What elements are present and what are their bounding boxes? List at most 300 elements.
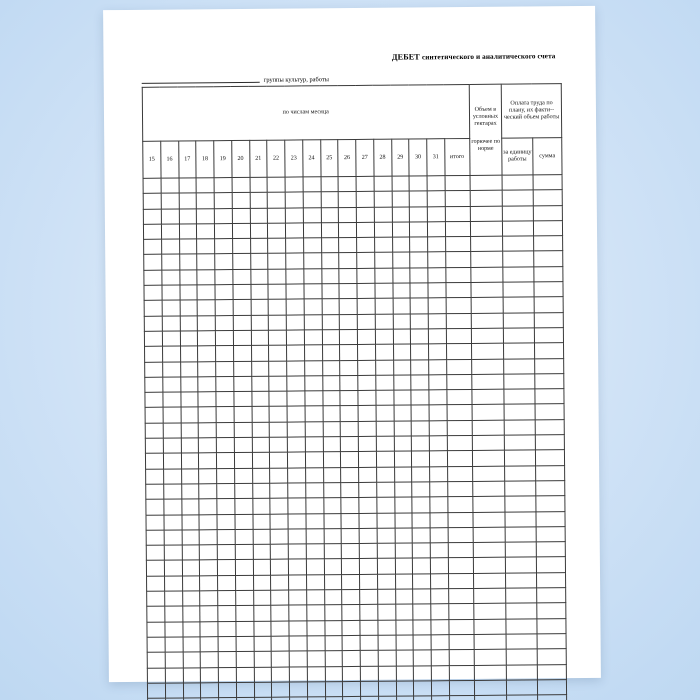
table-cell[interactable] (413, 574, 431, 589)
table-cell[interactable] (340, 391, 358, 406)
table-cell[interactable] (253, 590, 271, 605)
table-cell[interactable] (323, 498, 341, 513)
table-cell[interactable] (445, 206, 470, 222)
table-cell[interactable] (285, 177, 303, 192)
table-cell[interactable] (217, 499, 235, 514)
table-cell[interactable] (218, 652, 236, 667)
table-cell[interactable] (236, 621, 254, 636)
table-cell[interactable] (503, 251, 534, 267)
table-cell[interactable] (234, 483, 252, 498)
table-cell[interactable] (218, 575, 236, 590)
table-cell[interactable] (162, 285, 180, 300)
table-cell[interactable] (411, 421, 429, 436)
table-cell[interactable] (472, 435, 505, 451)
table-cell[interactable] (183, 683, 201, 698)
table-cell[interactable] (537, 649, 566, 665)
table-cell[interactable] (535, 389, 564, 405)
table-cell[interactable] (253, 544, 271, 559)
table-cell[interactable] (430, 497, 448, 512)
table-cell[interactable] (357, 253, 375, 268)
table-cell[interactable] (410, 298, 428, 313)
table-cell[interactable] (215, 285, 233, 300)
table-cell[interactable] (413, 589, 431, 604)
table-cell[interactable] (179, 224, 197, 239)
table-cell[interactable] (234, 437, 252, 452)
table-cell[interactable] (288, 483, 306, 498)
table-cell[interactable] (286, 238, 304, 253)
table-cell[interactable] (145, 453, 163, 468)
table-cell[interactable] (144, 270, 162, 285)
table-cell[interactable] (252, 422, 270, 437)
table-cell[interactable] (535, 450, 564, 466)
table-cell[interactable] (163, 438, 181, 453)
table-cell[interactable] (535, 496, 564, 512)
table-cell[interactable] (504, 328, 535, 344)
table-cell[interactable] (270, 483, 288, 498)
table-cell[interactable] (340, 345, 358, 360)
table-cell[interactable] (306, 559, 324, 574)
table-cell[interactable] (470, 175, 503, 191)
table-cell[interactable] (504, 404, 535, 420)
table-cell[interactable] (535, 435, 564, 451)
table-cell[interactable] (378, 666, 396, 681)
table-cell[interactable] (341, 436, 359, 451)
table-cell[interactable] (322, 375, 340, 390)
table-cell[interactable] (147, 622, 165, 637)
table-cell[interactable] (448, 573, 473, 589)
table-cell[interactable] (143, 193, 161, 208)
table-cell[interactable] (446, 298, 471, 314)
table-cell[interactable] (198, 392, 216, 407)
table-cell[interactable] (164, 499, 182, 514)
table-cell[interactable] (147, 683, 165, 698)
table-cell[interactable] (163, 469, 181, 484)
table-cell[interactable] (271, 621, 289, 636)
table-cell[interactable] (323, 421, 341, 436)
table-cell[interactable] (410, 268, 428, 283)
table-cell[interactable] (339, 253, 357, 268)
table-cell[interactable] (254, 651, 272, 666)
table-cell[interactable] (378, 650, 396, 665)
table-cell[interactable] (409, 176, 427, 191)
table-cell[interactable] (288, 513, 306, 528)
table-cell[interactable] (446, 313, 471, 329)
table-cell[interactable] (342, 589, 360, 604)
table-cell[interactable] (218, 682, 236, 697)
table-cell[interactable] (449, 619, 474, 635)
table-cell[interactable] (215, 315, 233, 330)
table-cell[interactable] (250, 223, 268, 238)
table-cell[interactable] (250, 269, 268, 284)
table-cell[interactable] (250, 193, 268, 208)
table-cell[interactable] (376, 375, 394, 390)
table-cell[interactable] (378, 696, 396, 700)
table-cell[interactable] (271, 651, 289, 666)
table-cell[interactable] (376, 451, 394, 466)
table-cell[interactable] (473, 573, 506, 589)
table-cell[interactable] (165, 606, 183, 621)
table-cell[interactable] (339, 284, 357, 299)
table-cell[interactable] (307, 605, 325, 620)
table-cell[interactable] (374, 253, 392, 268)
table-cell[interactable] (269, 391, 287, 406)
table-cell[interactable] (251, 300, 269, 315)
table-cell[interactable] (286, 330, 304, 345)
table-cell[interactable] (506, 588, 537, 604)
table-cell[interactable] (341, 513, 359, 528)
table-cell[interactable] (196, 193, 214, 208)
table-cell[interactable] (412, 436, 430, 451)
table-cell[interactable] (427, 206, 445, 221)
table-cell[interactable] (179, 208, 197, 223)
table-cell[interactable] (471, 282, 504, 298)
table-cell[interactable] (393, 329, 411, 344)
table-cell[interactable] (196, 178, 214, 193)
table-cell[interactable] (252, 453, 270, 468)
table-cell[interactable] (269, 361, 287, 376)
table-cell[interactable] (393, 298, 411, 313)
table-cell[interactable] (179, 178, 197, 193)
table-cell[interactable] (395, 558, 413, 573)
table-cell[interactable] (431, 589, 449, 604)
table-cell[interactable] (533, 190, 562, 206)
table-cell[interactable] (289, 590, 307, 605)
table-cell[interactable] (534, 282, 563, 298)
table-cell[interactable] (287, 452, 305, 467)
table-cell[interactable] (431, 573, 449, 588)
table-cell[interactable] (507, 680, 538, 696)
table-cell[interactable] (321, 223, 339, 238)
table-cell[interactable] (183, 652, 201, 667)
table-cell[interactable] (252, 483, 270, 498)
table-cell[interactable] (144, 331, 162, 346)
table-cell[interactable] (429, 451, 447, 466)
table-cell[interactable] (358, 421, 376, 436)
table-cell[interactable] (144, 255, 162, 270)
table-cell[interactable] (146, 499, 164, 514)
table-cell[interactable] (233, 330, 251, 345)
table-cell[interactable] (376, 467, 394, 482)
table-cell[interactable] (342, 605, 360, 620)
table-cell[interactable] (375, 268, 393, 283)
table-cell[interactable] (429, 344, 447, 359)
table-cell[interactable] (271, 605, 289, 620)
table-cell[interactable] (431, 650, 449, 665)
table-cell[interactable] (270, 529, 288, 544)
table-cell[interactable] (179, 193, 197, 208)
table-cell[interactable] (338, 192, 356, 207)
table-cell[interactable] (343, 666, 361, 681)
table-cell[interactable] (358, 360, 376, 375)
table-cell[interactable] (374, 176, 392, 191)
table-cell[interactable] (414, 696, 432, 700)
table-cell[interactable] (216, 376, 234, 391)
table-cell[interactable] (232, 254, 250, 269)
table-cell[interactable] (235, 560, 253, 575)
table-cell[interactable] (251, 345, 269, 360)
table-cell[interactable] (181, 438, 199, 453)
table-cell[interactable] (414, 665, 432, 680)
table-cell[interactable] (356, 192, 374, 207)
table-cell[interactable] (286, 315, 304, 330)
table-cell[interactable] (162, 316, 180, 331)
table-cell[interactable] (427, 191, 445, 206)
table-cell[interactable] (233, 300, 251, 315)
table-cell[interactable] (287, 376, 305, 391)
table-cell[interactable] (235, 575, 253, 590)
table-cell[interactable] (217, 468, 235, 483)
table-cell[interactable] (377, 574, 395, 589)
table-cell[interactable] (429, 390, 447, 405)
table-cell[interactable] (145, 423, 163, 438)
table-cell[interactable] (144, 285, 162, 300)
table-cell[interactable] (358, 390, 376, 405)
table-cell[interactable] (377, 559, 395, 574)
table-cell[interactable] (183, 667, 201, 682)
table-cell[interactable] (396, 635, 414, 650)
table-cell[interactable] (252, 514, 270, 529)
table-cell[interactable] (533, 221, 562, 237)
table-cell[interactable] (447, 405, 472, 421)
table-cell[interactable] (144, 301, 162, 316)
table-cell[interactable] (180, 377, 198, 392)
table-cell[interactable] (537, 679, 566, 695)
table-cell[interactable] (236, 682, 254, 697)
table-cell[interactable] (359, 467, 377, 482)
table-cell[interactable] (180, 316, 198, 331)
table-cell[interactable] (307, 636, 325, 651)
table-cell[interactable] (321, 192, 339, 207)
table-cell[interactable] (412, 528, 430, 543)
table-cell[interactable] (474, 649, 507, 665)
table-cell[interactable] (473, 558, 506, 574)
table-cell[interactable] (536, 603, 565, 619)
table-cell[interactable] (285, 192, 303, 207)
table-cell[interactable] (232, 239, 250, 254)
table-cell[interactable] (446, 328, 471, 344)
table-cell[interactable] (413, 604, 431, 619)
table-cell[interactable] (445, 252, 470, 268)
table-cell[interactable] (412, 451, 430, 466)
table-cell[interactable] (197, 300, 215, 315)
table-cell[interactable] (269, 330, 287, 345)
table-cell[interactable] (285, 208, 303, 223)
table-cell[interactable] (377, 497, 395, 512)
table-cell[interactable] (377, 543, 395, 558)
table-cell[interactable] (474, 634, 507, 650)
table-cell[interactable] (449, 680, 474, 696)
table-cell[interactable] (182, 545, 200, 560)
table-cell[interactable] (473, 619, 506, 635)
table-cell[interactable] (412, 497, 430, 512)
table-cell[interactable] (147, 668, 165, 683)
table-cell[interactable] (359, 559, 377, 574)
table-cell[interactable] (179, 239, 197, 254)
table-cell[interactable] (303, 192, 321, 207)
table-cell[interactable] (288, 529, 306, 544)
table-cell[interactable] (163, 392, 181, 407)
table-cell[interactable] (199, 453, 217, 468)
table-cell[interactable] (181, 468, 199, 483)
table-cell[interactable] (306, 513, 324, 528)
table-cell[interactable] (232, 177, 250, 192)
table-cell[interactable] (396, 681, 414, 696)
table-cell[interactable] (394, 436, 412, 451)
table-cell[interactable] (446, 283, 471, 299)
table-cell[interactable] (376, 421, 394, 436)
table-cell[interactable] (395, 543, 413, 558)
table-cell[interactable] (303, 238, 321, 253)
table-cell[interactable] (470, 252, 503, 268)
table-cell[interactable] (233, 284, 251, 299)
table-cell[interactable] (201, 667, 219, 682)
table-cell[interactable] (288, 559, 306, 574)
table-cell[interactable] (412, 482, 430, 497)
table-cell[interactable] (146, 561, 164, 576)
table-cell[interactable] (233, 361, 251, 376)
table-cell[interactable] (216, 361, 234, 376)
table-cell[interactable] (182, 621, 200, 636)
table-cell[interactable] (323, 483, 341, 498)
table-cell[interactable] (392, 222, 410, 237)
table-cell[interactable] (392, 191, 410, 206)
table-cell[interactable] (199, 438, 217, 453)
table-cell[interactable] (377, 528, 395, 543)
table-cell[interactable] (323, 467, 341, 482)
table-cell[interactable] (395, 589, 413, 604)
table-cell[interactable] (199, 545, 217, 560)
table-cell[interactable] (376, 406, 394, 421)
table-cell[interactable] (144, 239, 162, 254)
table-cell[interactable] (356, 222, 374, 237)
table-cell[interactable] (233, 346, 251, 361)
table-cell[interactable] (375, 283, 393, 298)
table-cell[interactable] (163, 423, 181, 438)
table-cell[interactable] (218, 606, 236, 621)
table-cell[interactable] (504, 420, 535, 436)
table-cell[interactable] (306, 590, 324, 605)
table-cell[interactable] (474, 695, 507, 700)
table-cell[interactable] (534, 343, 563, 359)
table-cell[interactable] (506, 603, 537, 619)
table-cell[interactable] (180, 300, 198, 315)
table-cell[interactable] (215, 254, 233, 269)
table-cell[interactable] (305, 391, 323, 406)
table-cell[interactable] (215, 269, 233, 284)
table-cell[interactable] (235, 529, 253, 544)
table-cell[interactable] (162, 362, 180, 377)
table-cell[interactable] (287, 345, 305, 360)
table-cell[interactable] (322, 345, 340, 360)
table-cell[interactable] (376, 482, 394, 497)
table-cell[interactable] (378, 635, 396, 650)
table-cell[interactable] (321, 253, 339, 268)
table-cell[interactable] (445, 191, 470, 207)
table-cell[interactable] (161, 178, 179, 193)
table-cell[interactable] (303, 177, 321, 192)
table-cell[interactable] (429, 359, 447, 374)
table-cell[interactable] (392, 252, 410, 267)
table-cell[interactable] (182, 606, 200, 621)
table-cell[interactable] (146, 545, 164, 560)
table-cell[interactable] (216, 453, 234, 468)
table-cell[interactable] (413, 635, 431, 650)
table-cell[interactable] (449, 604, 474, 620)
table-cell[interactable] (430, 466, 448, 481)
table-cell[interactable] (199, 484, 217, 499)
table-cell[interactable] (269, 407, 287, 422)
table-cell[interactable] (287, 360, 305, 375)
table-cell[interactable] (536, 511, 565, 527)
table-cell[interactable] (358, 436, 376, 451)
table-cell[interactable] (413, 650, 431, 665)
table-cell[interactable] (360, 650, 378, 665)
table-cell[interactable] (378, 681, 396, 696)
table-cell[interactable] (357, 329, 375, 344)
table-cell[interactable] (428, 237, 446, 252)
table-cell[interactable] (431, 665, 449, 680)
table-cell[interactable] (253, 529, 271, 544)
table-cell[interactable] (430, 558, 448, 573)
table-cell[interactable] (429, 375, 447, 390)
table-cell[interactable] (447, 436, 472, 452)
table-cell[interactable] (165, 622, 183, 637)
table-cell[interactable] (392, 237, 410, 252)
table-cell[interactable] (181, 453, 199, 468)
table-cell[interactable] (199, 468, 217, 483)
table-cell[interactable] (534, 374, 563, 390)
table-cell[interactable] (236, 667, 254, 682)
table-cell[interactable] (306, 574, 324, 589)
table-cell[interactable] (396, 696, 414, 700)
table-cell[interactable] (395, 574, 413, 589)
table-cell[interactable] (217, 529, 235, 544)
table-cell[interactable] (181, 514, 199, 529)
table-cell[interactable] (322, 299, 340, 314)
table-cell[interactable] (537, 634, 566, 650)
table-cell[interactable] (374, 191, 392, 206)
table-cell[interactable] (232, 223, 250, 238)
table-cell[interactable] (428, 267, 446, 282)
table-cell[interactable] (180, 331, 198, 346)
table-cell[interactable] (536, 588, 565, 604)
table-cell[interactable] (162, 270, 180, 285)
table-cell[interactable] (448, 558, 473, 574)
table-cell[interactable] (163, 453, 181, 468)
table-cell[interactable] (145, 408, 163, 423)
table-cell[interactable] (341, 544, 359, 559)
table-cell[interactable] (504, 389, 535, 405)
table-cell[interactable] (234, 392, 252, 407)
table-cell[interactable] (360, 681, 378, 696)
table-cell[interactable] (180, 361, 198, 376)
table-cell[interactable] (286, 299, 304, 314)
table-cell[interactable] (197, 239, 215, 254)
table-cell[interactable] (324, 590, 342, 605)
table-cell[interactable] (506, 573, 537, 589)
table-cell[interactable] (164, 545, 182, 560)
table-cell[interactable] (181, 423, 199, 438)
table-cell[interactable] (503, 282, 534, 298)
table-cell[interactable] (471, 343, 504, 359)
table-cell[interactable] (396, 665, 414, 680)
table-cell[interactable] (269, 376, 287, 391)
table-cell[interactable] (324, 574, 342, 589)
table-cell[interactable] (164, 560, 182, 575)
table-cell[interactable] (323, 437, 341, 452)
table-cell[interactable] (215, 331, 233, 346)
table-cell[interactable] (324, 544, 342, 559)
